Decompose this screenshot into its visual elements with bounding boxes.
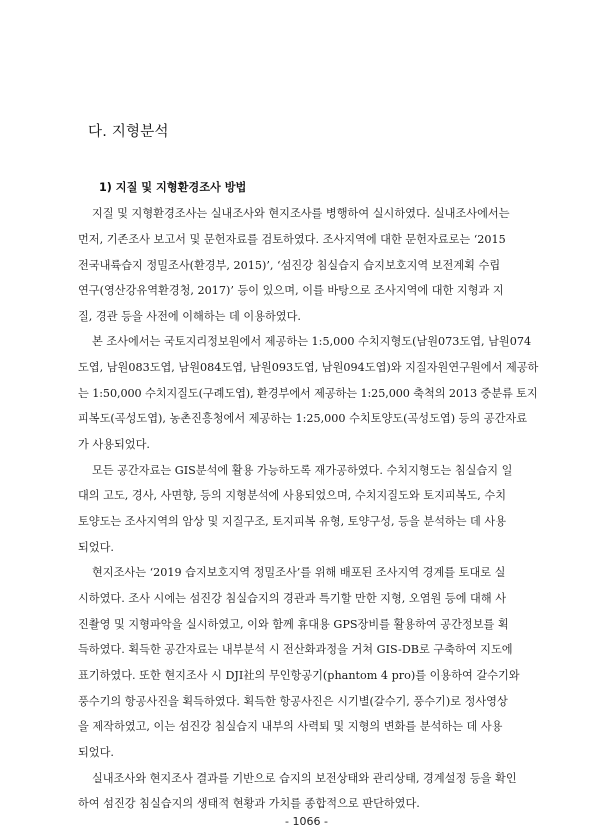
body-line: 전국내륙습지 정밀조사(환경부, 2015)’, ‘섬진강 침실습지 습지보호지역 보전계획 수립: [78, 259, 501, 272]
section-title: 다. 지형분석: [88, 124, 169, 140]
body-line: 득하였다. 획득한 공간자료는 내부분석 시 전산화과정을 거쳐 GIS-DB로 구축하여 지도에: [78, 643, 513, 656]
body-line: 진촬영 및 지형파악을 실시하였고, 이와 함께 휴대용 GPS장비를 활용하여 공간정보를 획: [78, 618, 509, 631]
body-line: 질, 경관 등을 사전에 이해하는 데 이용하였다.: [78, 310, 301, 323]
body-line: 풍수기의 항공사진을 획득하였다. 획득한 항공사진은 시기별(갈수기, 풍수기)로 정사영상: [78, 695, 508, 708]
body-line: 지질 및 지형환경조사는 실내조사와 현지조사를 병행하여 실시하였다. 실내조사에서는: [92, 207, 510, 220]
body-line: 되었다.: [78, 541, 114, 554]
body-line: 대의 고도, 경사, 사면향, 등의 지형분석에 사용되었으며, 수치지질도와 토지피복도, 수치: [78, 489, 507, 502]
body-line: 가 사용되었다.: [78, 438, 150, 451]
page-number: - 1066 -: [285, 815, 328, 828]
body-line: 현지조사는 ‘2019 습지보호지역 정밀조사’를 위해 배포된 조사지역 경계를 토대로 실: [92, 566, 506, 579]
body-line: 실내조사와 현지조사 결과를 기반으로 습지의 보전상태와 관리상태, 경계설정 등을 확인: [92, 772, 517, 785]
body-line: 는 1:50,000 수치지질도(구례도엽), 환경부에서 제공하는 1:25,000 축척의 2013 중분류 토지: [78, 387, 538, 400]
body-line: 먼저, 기존조사 보고서 및 문헌자료를 검토하였다. 조사지역에 대한 문헌자료로는 ‘2015: [78, 233, 506, 246]
body-line: 표기하였다. 또한 현지조사 시 DJI社의 무인항공기(phantom 4 pro)를 이용하여 갈수기와: [78, 669, 520, 682]
body-line: 을 제작하였고, 이는 섬진강 침실습지 내부의 사력퇴 및 지형의 변화를 분석하는 데 사용: [78, 720, 503, 733]
body-line: 되었다.: [78, 746, 114, 759]
body-line: 시하였다. 조사 시에는 섬진강 침실습지의 경관과 특기할 만한 지형, 오염원 등에 대해 사: [78, 592, 507, 605]
body-line: 모든 공간자료는 GIS분석에 활용 가능하도록 재가공하였다. 수치지형도는 침실습지 일: [92, 464, 513, 477]
body-line: 연구(영산강유역환경청, 2017)’ 등이 있으며, 이를 바탕으로 조사지역에 대한 지형과 지: [78, 284, 504, 297]
body-line: 하여 섬진강 침실습지의 생태적 현황과 가치를 종합적으로 판단하였다.: [78, 797, 420, 810]
body-line: 본 조사에서는 국토지리정보원에서 제공하는 1:5,000 수치지형도(남원073도엽, 남원074: [92, 335, 532, 348]
body-line: 토양도는 조사지역의 암상 및 지질구조, 토지피복 유형, 토양구성, 등을 분석하는 데 사용: [78, 515, 507, 528]
body-line: 피복도(곡성도엽), 농촌진흥청에서 제공하는 1:25,000 수치토양도(곡성도엽) 등의 공간자료: [78, 412, 528, 425]
subsection-title: 1) 지질 및 지형환경조사 방법: [99, 181, 247, 194]
body-line: 도엽, 남원083도엽, 남원084도엽, 남원093도엽, 남원094도엽)와 지질자원연구원에서 제공하: [78, 361, 539, 374]
